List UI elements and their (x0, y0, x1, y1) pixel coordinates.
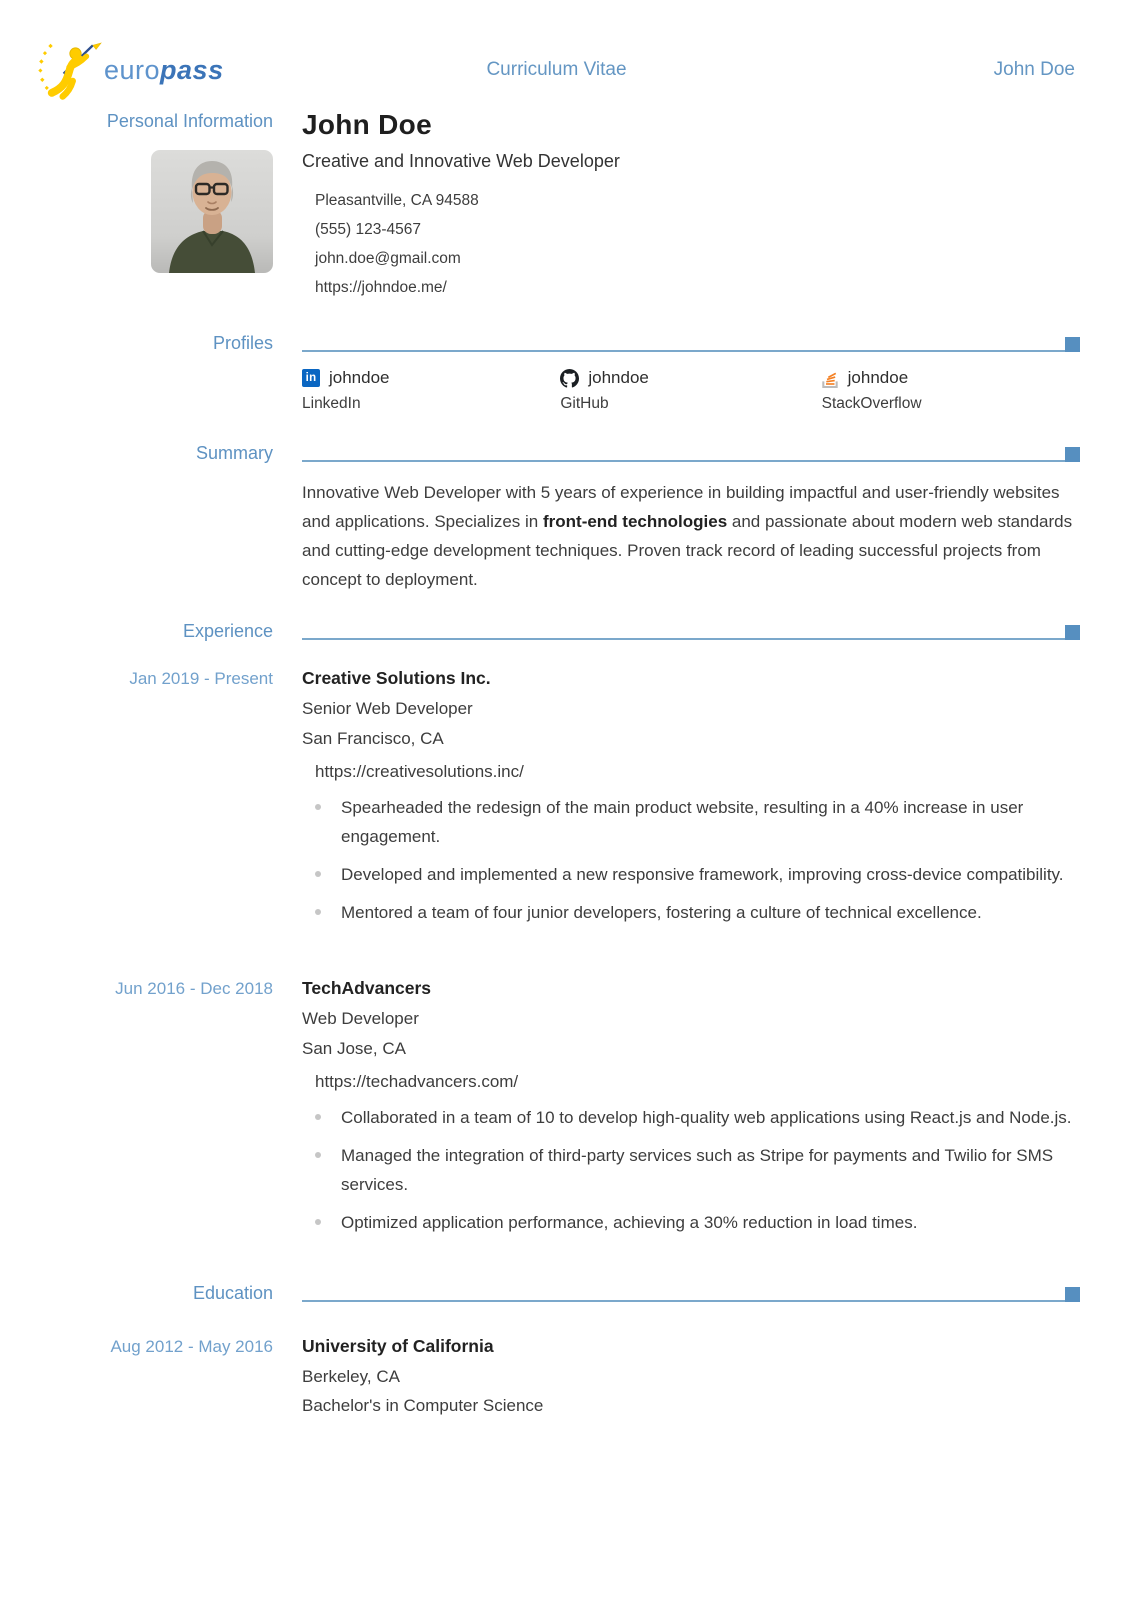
education-section-header (0, 1282, 1133, 1304)
rule-line (302, 638, 1080, 640)
summary-section (0, 478, 1133, 594)
profile-stackoverflow (822, 366, 1080, 414)
address: Pleasantville, CA 94588 (315, 192, 479, 209)
education-location: Berkeley, CA (302, 1367, 400, 1386)
summary-paragraph: Innovative Web Developer with 5 years of experience in building impactful and user-friendly websites and applications. Specializes in front-end technologies and passionate about modern web standards and cutting-edge development techniques. Proven track record of leading successful projects from concept to deployment. (302, 483, 1073, 589)
job-bullet: Mentored a team of four junior developers, fostering a culture of technical excellence. (315, 898, 1080, 927)
profile-username: johndoe (847, 368, 909, 387)
education-degree: Bachelor's in Computer Science (302, 1396, 544, 1415)
job-bullet: Spearheaded the redesign of the main product website, resulting in a 40% increase in user engagement. (315, 793, 1080, 851)
job-bullet: Optimized application performance, achieving a 30% reduction in load times. (315, 1208, 1080, 1237)
profile-network: StackOverflow (821, 395, 922, 412)
personal-info-section (0, 110, 1133, 302)
section-rule (302, 444, 1080, 462)
profiles-section-header (0, 332, 1133, 354)
github-icon (560, 369, 579, 388)
summary-bold-phrase: front-end technologies (542, 512, 728, 531)
profile-linkedin (302, 366, 560, 414)
section-rule (302, 622, 1080, 640)
job-company: Creative Solutions Inc. (302, 668, 491, 688)
job-location: San Jose, CA (302, 1039, 406, 1058)
europass-logo (38, 40, 486, 100)
profile-username: johndoe (329, 368, 390, 387)
linkedin-icon: in (302, 369, 320, 387)
rule-line (302, 1300, 1080, 1302)
page-header (0, 0, 1133, 85)
job-dates: Jun 2016 - Dec 2018 (115, 979, 273, 998)
summary-label: Summary (195, 443, 273, 463)
job-location: San Francisco, CA (302, 729, 444, 748)
job-url: https://creativesolutions.inc/ (315, 762, 524, 781)
stackoverflow-icon (822, 369, 839, 388)
job-bullet: Developed and implemented a new responsive framework, improving cross-device compatibility. (315, 860, 1080, 889)
experience-entry (0, 976, 1133, 1246)
education-label: Education (192, 1283, 273, 1303)
personal-info-label: Personal Information (106, 111, 273, 131)
section-rule (302, 334, 1080, 352)
rule-square (1065, 625, 1080, 640)
rule-line (302, 350, 1080, 352)
education-school: University of California (302, 1336, 494, 1356)
profiles-section (0, 354, 1133, 414)
job-bullet-list (302, 1103, 1080, 1237)
europass-wordmark: europass (104, 54, 224, 85)
job-dates: Jan 2019 - Present (129, 669, 273, 688)
europass-figure-icon (38, 40, 102, 100)
job-bullet: Managed the integration of third-party services such as Stripe for payments and Twilio for SMS services. (315, 1141, 1080, 1199)
website: https://johndoe.me/ (315, 279, 447, 296)
rule-square (1065, 447, 1080, 462)
profile-network: GitHub (560, 395, 609, 412)
job-role: Senior Web Developer (302, 699, 473, 718)
rule-square (1065, 1287, 1080, 1302)
header-person-name: John Doe (993, 59, 1075, 80)
person-headline: Creative and Innovative Web Developer (302, 151, 620, 171)
profile-photo (151, 150, 273, 273)
profiles-grid (302, 366, 1080, 414)
phone: (555) 123-4567 (315, 221, 421, 238)
document-title: Curriculum Vitae (486, 59, 627, 80)
email: john.doe@gmail.com (315, 250, 461, 267)
job-url: https://techadvancers.com/ (315, 1072, 519, 1091)
education-dates: Aug 2012 - May 2016 (110, 1337, 273, 1356)
rule-square (1065, 337, 1080, 352)
job-bullet: Collaborated in a team of 10 to develop high-quality web applications using React.js and Node.js. (315, 1103, 1080, 1132)
contact-list (302, 186, 1080, 302)
profiles-label: Profiles (212, 333, 273, 353)
profile-username: johndoe (588, 368, 649, 387)
profile-github (560, 366, 821, 414)
education-entry (0, 1334, 1133, 1417)
job-company: TechAdvancers (302, 978, 432, 998)
job-bullet-list (302, 793, 1080, 927)
summary-section-header (0, 442, 1133, 464)
experience-label: Experience (182, 621, 273, 641)
experience-section-header (0, 620, 1133, 642)
rule-line (302, 460, 1080, 462)
profile-network: LinkedIn (302, 395, 361, 412)
section-rule (302, 1284, 1080, 1302)
experience-entry (0, 666, 1133, 936)
person-name: John Doe (302, 109, 432, 140)
job-role: Web Developer (302, 1009, 419, 1028)
